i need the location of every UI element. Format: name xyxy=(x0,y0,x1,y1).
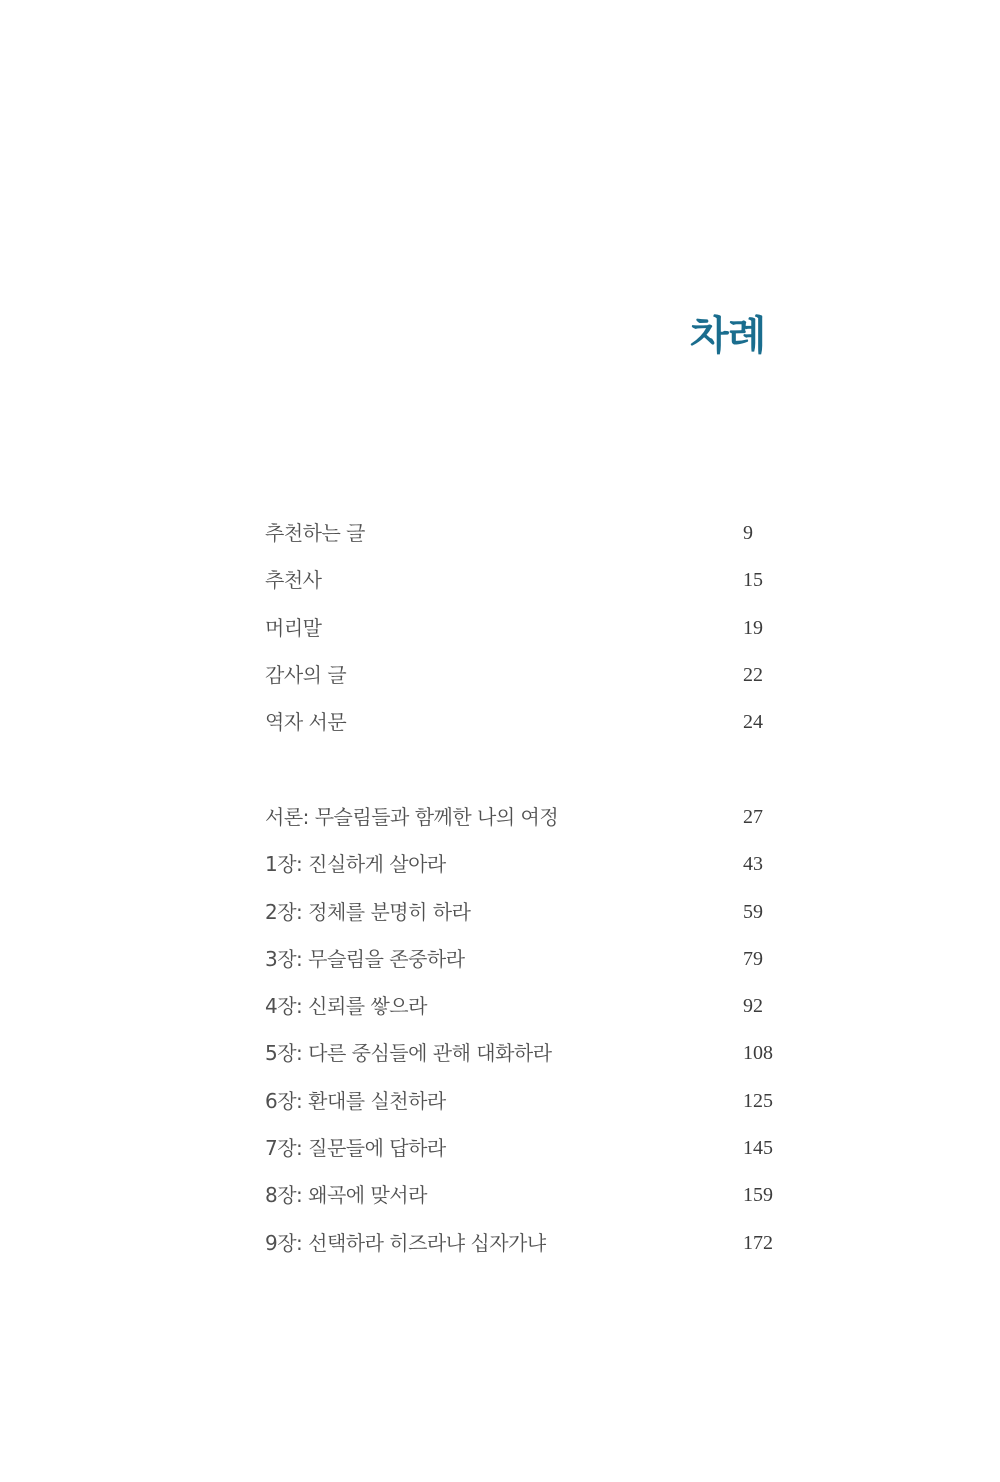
toc-entry-page: 108 xyxy=(743,1042,773,1065)
toc-entry-label: 8장: 왜곡에 맞서라 xyxy=(265,1183,427,1208)
toc-entry-page: 159 xyxy=(743,1184,773,1207)
toc-entry[interactable] xyxy=(265,513,785,560)
toc-entry-label: 6장: 환대를 실천하라 xyxy=(265,1088,446,1113)
toc-entry-label: 4장: 신뢰를 쌓으라 xyxy=(265,994,427,1019)
toc-entry-label: 추천사 xyxy=(265,568,322,593)
toc-entry-label: 9장: 선택하라 히즈라냐 십자가냐 xyxy=(265,1230,546,1255)
toc-entry[interactable] xyxy=(265,1128,785,1175)
toc-entry-page: 145 xyxy=(743,1137,773,1160)
front-matter-list xyxy=(265,513,785,749)
toc-entry[interactable] xyxy=(265,560,785,607)
toc-entry-label: 5장: 다른 중심들에 관해 대화하라 xyxy=(265,1041,552,1066)
toc-entry-page: 22 xyxy=(743,663,763,686)
toc-entry-page: 9 xyxy=(743,522,753,544)
toc-entry-page: 27 xyxy=(743,806,763,828)
toc-entry[interactable] xyxy=(265,1175,785,1222)
toc-entry-page: 79 xyxy=(743,947,763,970)
toc-entry[interactable] xyxy=(265,1223,785,1270)
toc-entry-page: 92 xyxy=(743,995,763,1018)
toc-entry-page: 59 xyxy=(743,900,763,923)
toc-entry-label: 역자 서문 xyxy=(265,710,347,735)
toc-entry[interactable] xyxy=(265,939,785,986)
toc-entry[interactable] xyxy=(265,797,785,844)
toc-entry-label: 7장: 질문들에 답하라 xyxy=(265,1136,446,1161)
toc-entry-page: 43 xyxy=(743,853,763,876)
chapter-list xyxy=(265,797,785,1270)
toc-entry-page: 24 xyxy=(743,711,763,734)
toc-entry[interactable] xyxy=(265,986,785,1033)
toc-entry-label: 감사의 글 xyxy=(265,662,347,687)
toc-entry-page: 125 xyxy=(743,1089,773,1112)
toc-entry[interactable] xyxy=(265,608,785,655)
toc-entry-label: 1장: 진실하게 살아라 xyxy=(265,852,446,877)
toc-entry[interactable] xyxy=(265,655,785,702)
toc-entry-page: 19 xyxy=(743,616,763,639)
toc-entry-label: 3장: 무슬림을 존중하라 xyxy=(265,946,465,971)
toc-entry[interactable] xyxy=(265,1033,785,1080)
toc-entry-label: 머리말 xyxy=(265,615,322,640)
toc-entry-page: 15 xyxy=(743,569,763,592)
page-title: 차례 xyxy=(690,313,766,359)
toc-entry[interactable] xyxy=(265,844,785,891)
toc-entry-label: 서론: 무슬림들과 함께한 나의 여정 xyxy=(265,805,559,829)
toc-entry[interactable] xyxy=(265,1081,785,1128)
toc-entry-label: 2장: 정체를 분명히 하라 xyxy=(265,899,471,924)
toc-entry[interactable] xyxy=(265,892,785,939)
toc-entry[interactable] xyxy=(265,702,785,749)
toc-entry-page: 172 xyxy=(743,1231,773,1254)
toc-entry-label: 추천하는 글 xyxy=(265,521,365,545)
